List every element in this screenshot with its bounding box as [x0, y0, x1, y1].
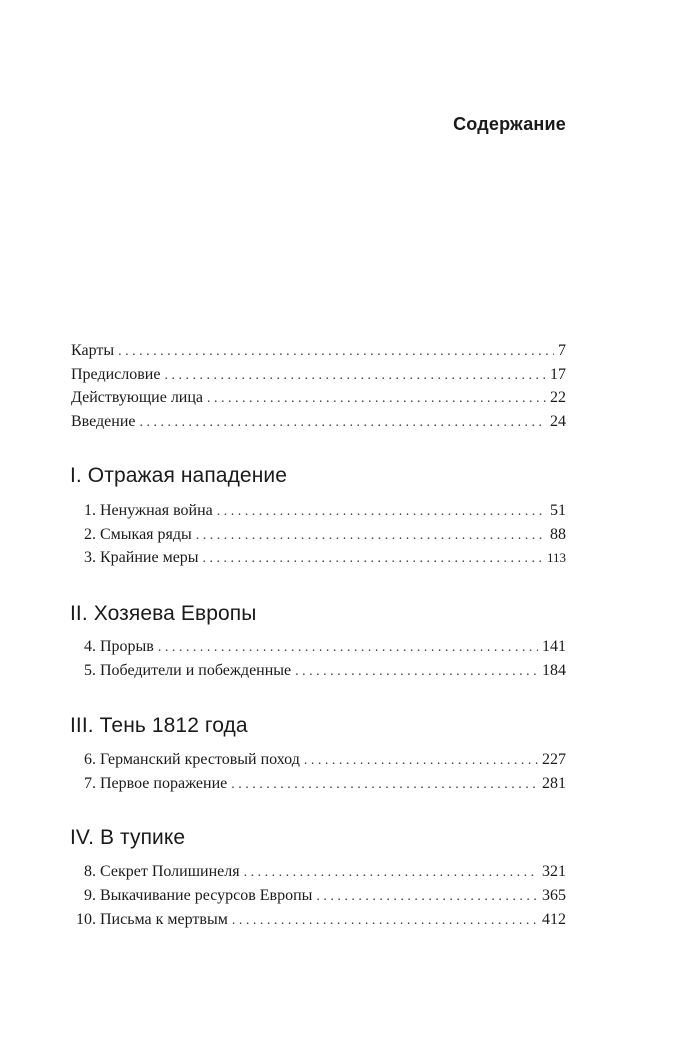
chapter-title: Выкачивание ресурсов Европы — [100, 887, 313, 904]
toc-entry-label: Введение — [71, 413, 136, 430]
leader-dots — [295, 664, 538, 680]
toc-entry-page: 17 — [550, 366, 566, 383]
toc-entry-characters[interactable] — [71, 389, 566, 411]
chapter-number: 3. — [84, 549, 96, 566]
toc-entry-page: 24 — [550, 413, 566, 430]
toc-chapter-5[interactable] — [71, 662, 566, 684]
toc-entry-label: Действующие лица — [71, 389, 204, 406]
toc-entry-page: 88 — [550, 526, 566, 543]
chapter-title: Смыкая ряды — [100, 526, 192, 543]
chapter-title: Германский крестовый поход — [100, 751, 300, 768]
toc-entry-label — [71, 638, 158, 656]
chapter-title: Письма к мертвым — [100, 911, 228, 928]
toc-chapter-3[interactable] — [71, 549, 566, 571]
toc-entry-maps[interactable] — [71, 342, 566, 364]
chapter-number: 9. — [84, 887, 96, 904]
toc-entry-page: 141 — [542, 638, 566, 655]
page-title: Содержание — [453, 114, 566, 134]
toc-entry-introduction[interactable] — [71, 413, 566, 435]
part-title-3[interactable]: III. Тень 1812 года — [70, 714, 248, 737]
toc-chapter-2[interactable] — [71, 526, 566, 548]
toc-entry-page: 281 — [542, 775, 566, 792]
toc-entry-label — [71, 911, 232, 929]
chapter-number: 5. — [84, 662, 96, 679]
chapter-number: 1. — [84, 502, 96, 519]
toc-entry-page: 412 — [542, 911, 566, 928]
toc-entry-page: 227 — [542, 751, 566, 768]
chapter-title: Первое поражение — [100, 775, 228, 792]
leader-dots — [207, 391, 546, 407]
toc-chapter-7[interactable] — [71, 775, 566, 797]
chapter-number: 4. — [84, 638, 96, 655]
leader-dots — [231, 777, 538, 793]
toc-entry-preface[interactable] — [71, 366, 566, 388]
chapter-title: Победители и побежденные — [100, 662, 292, 679]
leader-dots — [203, 551, 543, 567]
chapter-number: 2. — [84, 526, 96, 543]
toc-entry-label — [71, 775, 231, 793]
toc-entry-label: Предисловие — [71, 366, 161, 383]
leader-dots — [316, 889, 538, 905]
toc-chapter-9[interactable] — [71, 887, 566, 909]
leader-dots — [244, 865, 538, 881]
toc-entry-label — [71, 526, 196, 544]
leader-dots — [217, 504, 546, 520]
toc-entry-label — [71, 502, 217, 520]
toc-chapter-8[interactable] — [71, 863, 566, 885]
part-title-1[interactable]: I. Отражая нападение — [70, 464, 288, 487]
toc-entry-page: 184 — [542, 662, 566, 679]
chapter-number: 8. — [84, 863, 96, 880]
toc-entry-page: 51 — [550, 502, 566, 519]
toc-chapter-10[interactable] — [71, 911, 566, 933]
chapter-number: 6. — [84, 751, 96, 768]
leader-dots — [304, 753, 538, 769]
toc-chapter-4[interactable] — [71, 638, 566, 660]
toc-entry-label — [71, 662, 295, 680]
toc-entry-page: 113 — [546, 550, 566, 565]
toc-entry-page: 321 — [542, 863, 566, 880]
toc-entry-label — [71, 887, 316, 905]
toc-entry-page: 22 — [550, 389, 566, 406]
leader-dots — [164, 368, 546, 384]
leader-dots — [118, 344, 554, 360]
toc-entry-page: 365 — [542, 887, 566, 904]
leader-dots — [232, 913, 538, 929]
toc-chapter-1[interactable] — [71, 502, 566, 524]
chapter-title: Прорыв — [100, 638, 154, 655]
chapter-title: Секрет Полишинеля — [100, 863, 240, 880]
toc-entry-page: 7 — [558, 342, 566, 359]
leader-dots — [196, 528, 546, 544]
chapter-title: Ненужная война — [100, 502, 213, 519]
toc-entry-label — [71, 549, 203, 567]
part-title-2[interactable]: II. Хозяева Европы — [70, 602, 257, 625]
toc-entry-label — [71, 863, 244, 881]
toc-entry-label: Карты — [71, 342, 115, 359]
toc-entry-label — [71, 751, 304, 769]
chapter-number: 7. — [84, 775, 96, 792]
leader-dots — [158, 640, 538, 656]
chapter-title: Крайние меры — [100, 549, 199, 566]
toc-chapter-6[interactable] — [71, 751, 566, 773]
leader-dots — [140, 415, 547, 431]
part-title-4[interactable]: IV. В тупике — [70, 826, 186, 849]
chapter-number: 10. — [76, 911, 96, 928]
